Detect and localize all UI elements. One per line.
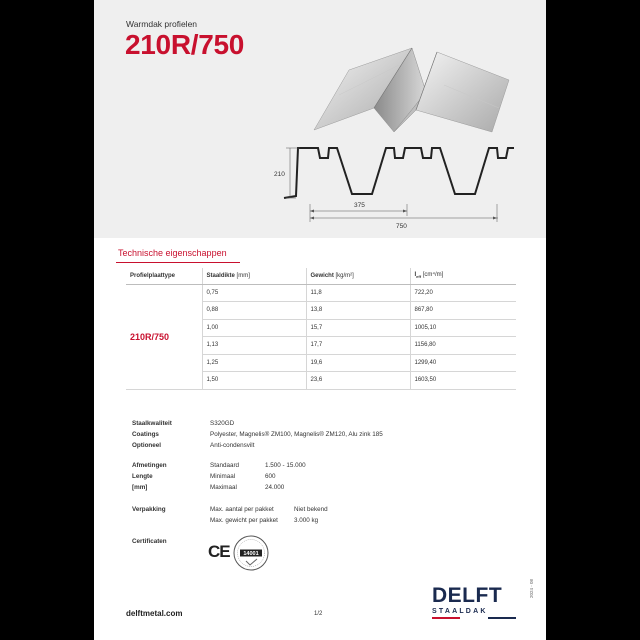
maximaal-label: Maximaal — [210, 484, 237, 491]
table-row — [126, 284, 516, 302]
profile-cross-section — [274, 138, 524, 236]
max-aantal-label: Max. aantal per pakket — [210, 506, 274, 513]
afmetingen-label: Afmetingen — [132, 462, 167, 469]
document-code: 2024 - 08 — [529, 578, 534, 598]
col-header-thickness: Staaldikte [mm] — [202, 268, 306, 284]
minimaal-label: Minimaal — [210, 473, 236, 480]
lengte-label: Lengte [mm] — [132, 473, 153, 491]
table-header-row — [126, 268, 516, 284]
staalkwaliteit-label: Staalkwaliteit — [132, 420, 172, 427]
profile-name-cell: 210R/750 — [126, 284, 202, 389]
inertia-cell: 867,80 — [410, 302, 516, 320]
thickness-cell: 1,25 — [202, 354, 306, 372]
pitch-dimension: 375 — [354, 202, 365, 209]
max-gewicht-label: Max. gewicht per pakket — [210, 517, 278, 524]
thickness-cell: 1,50 — [202, 372, 306, 390]
weight-cell: 11,8 — [306, 284, 410, 302]
logo-main-text: DELFT — [432, 584, 503, 607]
section-heading: Technische eigenschappen — [118, 248, 227, 258]
standaard-label: Standaard — [210, 462, 240, 469]
logo-color-bar — [432, 617, 516, 619]
verpakking-label: Verpakking — [132, 506, 166, 513]
minimaal-value: 600 — [265, 473, 276, 480]
weight-cell: 15,7 — [306, 319, 410, 337]
weight-cell: 23,6 — [306, 372, 410, 390]
maximaal-value: 24.000 — [265, 484, 285, 491]
col-header-profile: Profielplaattype — [126, 268, 202, 284]
specs-table — [126, 268, 516, 390]
delft-staaldak-logo — [432, 585, 516, 619]
coatings-label: Coatings — [132, 431, 159, 438]
certificaten-label: Certificaten — [132, 538, 167, 545]
height-dimension: 210 — [274, 171, 285, 178]
section-underline — [116, 262, 240, 263]
thickness-cell: 0,75 — [202, 284, 306, 302]
weight-cell: 19,6 — [306, 354, 410, 372]
col-header-weight: Gewicht [kg/m²] — [306, 268, 410, 284]
page-number: 1/2 — [314, 611, 323, 617]
thickness-cell: 1,00 — [202, 319, 306, 337]
profile-outline — [302, 148, 514, 194]
website-link[interactable]: delftmetal.com — [126, 609, 183, 618]
thickness-cell: 0,88 — [202, 302, 306, 320]
iso-certificate-icon — [232, 534, 270, 572]
inertia-cell: 722,20 — [410, 284, 516, 302]
product-title: 210R/750 — [125, 29, 245, 60]
logo-sub-text: STAALDAK — [432, 608, 488, 615]
weight-cell: 17,7 — [306, 337, 410, 355]
staalkwaliteit-value: S320GD — [210, 420, 235, 427]
optioneel-value: Anti-condensvilt — [210, 442, 255, 449]
width-dimension: 750 — [396, 223, 407, 230]
ce-mark-icon: CE — [208, 542, 230, 561]
col-header-inertia: $I_{eff}$ [cm⁴/m] — [410, 268, 516, 284]
max-gewicht-value: 3.000 kg — [294, 517, 319, 524]
standaard-value: 1.500 - 15.000 — [265, 462, 306, 469]
inertia-cell: 1156,80 — [410, 337, 516, 355]
inertia-cell: 1299,40 — [410, 354, 516, 372]
coatings-value: Polyester, Magnelis® ZM100, Magnelis® ZM120, Alu zink 185 — [210, 431, 383, 438]
datasheet-page — [94, 0, 546, 640]
iso-number: 14001 — [243, 551, 259, 557]
max-aantal-value: Niet bekend — [294, 506, 328, 513]
thickness-cell: 1,13 — [202, 337, 306, 355]
weight-cell: 13,8 — [306, 302, 410, 320]
inertia-cell: 1005,10 — [410, 319, 516, 337]
optioneel-label: Optioneel — [132, 442, 162, 449]
product-category: Warmdak profielen — [126, 19, 198, 29]
inertia-cell: 1603,50 — [410, 372, 516, 390]
profile-3d-render — [304, 40, 519, 135]
